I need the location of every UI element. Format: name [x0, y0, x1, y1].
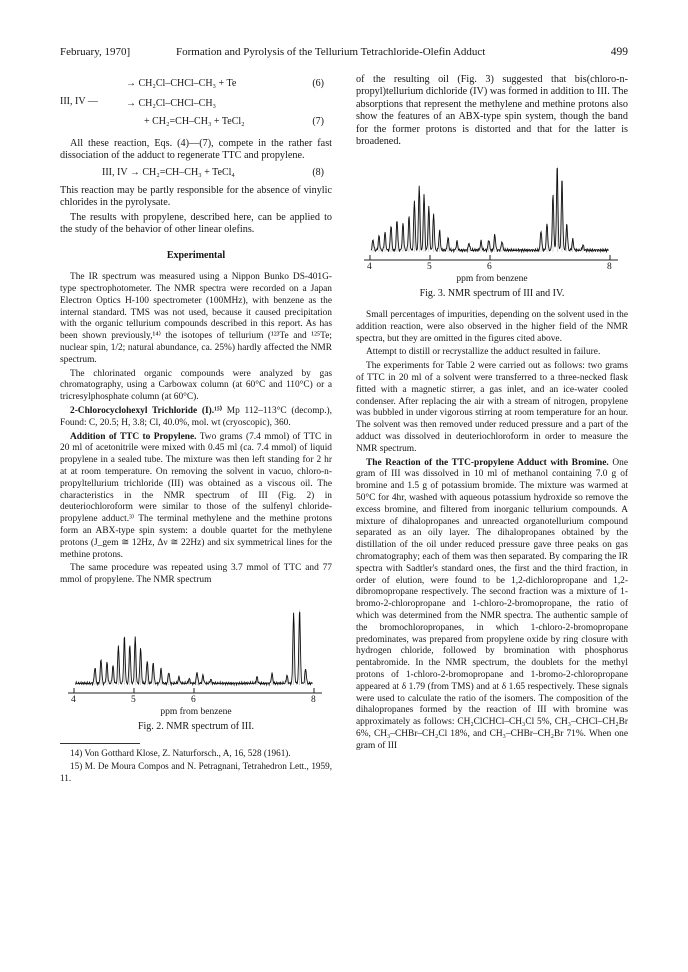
paragraph: The IR spectrum was measured using a Nippon Bunko DS-401G-type spectrophotometer. The NMR spectra were recorded on a Japan Electron Optics H-100 spectrometer (100MHz), with benzene as the internal standard. TMS was not used, because it caused precipitation with the organic tellurium compounds described in this report. As has been shown previously,¹⁴⁾ the isotopes of tellurium (¹²³Te and ¹²⁵Te; nuclear spin, 1/2; natural abundance, ca. 25%) hardly affected the NMR spectrum.: [60, 272, 332, 365]
run-in-title: The Reaction of the TTC-propylene Adduct with Bromine.: [366, 457, 609, 468]
nmr-spectrum-fig3: [356, 158, 628, 262]
fig3-tick-label: 5: [427, 262, 432, 273]
fig3-ticks: [356, 262, 628, 274]
left-column: [60, 74, 332, 786]
fig3-tick-label: 4: [367, 262, 372, 273]
paragraph: Attempt to distill or recrystallize the adduct resulted in failure.: [366, 347, 601, 358]
fig2-tick-label: 8: [311, 694, 316, 705]
paragraph: [356, 458, 628, 753]
fig3-tick-label: 8: [607, 262, 612, 273]
fig2-xlabel: ppm from benzene: [160, 706, 232, 717]
header-date: February, 1970]: [60, 46, 131, 58]
paragraph: Small percentages of impurities, depending on the solvent used in the addition reaction, were also observed in the higher field of the NMR spectra, but they are omitted in the figures cited above.: [356, 310, 628, 344]
footnote-14: 14) Von Gotthard Klose, Z. Naturforsch., A, 16, 528 (1961).: [70, 747, 291, 758]
spectrum-trace: [371, 168, 608, 252]
figure-caption: Fig. 2. NMR spectrum of III.: [137, 720, 255, 732]
paragraph: The results with propylene, described here, can be applied to the study of the behavior of other linear olefins.: [60, 211, 332, 236]
equations-6-7: [60, 74, 332, 138]
fig3-tick-label: 6: [487, 262, 492, 273]
paragraph: of the resulting oil (Fig. 3) suggested that bis(chloro-n-propyl)tellurium dichloride (IV) was formed in addition to III. The absorptions that represent the methylene and methine protons also show the features of an ABX-type spin system, though the band for the former protons is distorted and that for the latter is broadened.: [356, 74, 628, 148]
paragraph: This reaction may be partly responsible for the absence of vinylic chlorides in the pyrolysate.: [60, 184, 332, 209]
run-in-body: Two grams (7.4 mmol) of TTC in 20 ml of acetonitrile were mixed with 0.45 ml (ca. 7.4 mmol) of liquid propylene in a sealed tube. The mixture was then left standing for 2 hr at at room temperature. On removing the solvent in vacuo, chloro-n-propyltellurium trichloride (III) was obtained as a viscous oil. The characteristics in the NMR spectrum of III (Fig. 2) in deuteriochloroform were similar to those of the sulfenyl chloride-propylene adduct.³⁾ The terminal methylene and the methine protons form an ABX-type spin system: a double quartet for the methylene protons (J_gem ≅ 12Hz, Δν ≅ 22Hz) and six symmetrical lines for the methine protons.: [60, 431, 332, 560]
paragraph: The same procedure was repeated using 3.7 mmol of TTC and 77 mmol of propylene. The NMR spectrum: [60, 563, 332, 586]
footnote-15: 15) M. De Moura Compos and N. Petragnani, Tetrahedron Lett., 1959, 11.: [60, 761, 332, 783]
run-in-body: One gram of III was dissolved in 10 ml of methanol containing 7.0 g of bromine and 1.5 g of potassium bromide. The mixture was warmed at 50°C for 4hr, washed with aqueous potassium hydroxide so remove the excess bromine, and filtered from inorganic tellurium compounds. A mixture of dihalopropanes and unreacted organotellurium compound separated as an oily layer. The dihalopropanes obtained by the distillation of the oil under reduced pressure gave three peaks on gas chromatography; each of them was then separated. By comparing the IR spectra with Sadtler's standard ones, the first and the third fraction, in order of elution, were found to be 1,2-dichloropropane and 1,2-dibromopropane respectively. The second fraction was a mixture of 1-bromo-2-chloropropane and 1-chloro-2-bromopropane, the ratio of which was determined from the NMR spectra. The authentic sample of the bromochloropropanes, in which 1-chloro-2-bromopropane predominates, was prepared from propylene oxide by ring closure with hydrogen chloride, followed by bromination with phosphorus pentabromide. In the NMR spectrum, the doublets for the methyl protons of 1-chloro-2-bromopropane and 1-bromo-2-chloropropane appeared at δ 1.79 (from TMS) and at δ 1.65 respectively. These signals were used to calculate the ratio of the isomers. The composition of the dihalopropanes formed by the reaction of III with bromine was approximately as follows: CH₂ClCHCl–CH₃Cl 5%, CH₃–CHCl–CH₂Br 6%, CH₃–CHBr–CH₂Cl 18%, and CH₃–CHBr–CH₂Br 71%. When one gram of III: [356, 457, 628, 751]
nmr-spectrum-fig2: [60, 599, 332, 695]
footnote-rule: [60, 743, 140, 744]
running-header: [60, 46, 628, 62]
run-in-title: 2-Chlorocyclohexyl Trichloride (I).¹⁵⁾: [70, 406, 223, 416]
eq7-line2: + CH₂=CH–CH₃ + TeCl₂: [144, 116, 245, 127]
paragraph: The chlorinated organic compounds were analyzed by gas chromatography, using a Carbowax column (at 60°C and 110°C) or a tricresylphosphate column (at 60°C).: [60, 368, 332, 403]
figure-3: [356, 158, 628, 300]
figure-2: [60, 599, 332, 733]
fig3-xlabel: ppm from benzene: [456, 274, 528, 285]
spectrum-trace: [75, 612, 312, 685]
right-column: [356, 74, 628, 755]
page-number: 499: [610, 46, 628, 58]
eq-lhs: III, IV —: [60, 96, 98, 107]
run-in-body: Mp 112–113°C (decomp.), Found: C, 20.5; H, 3.8; Cl, 40.0%, mol. wt (cryoscopic), 360.: [60, 406, 333, 428]
fig2-tick-label: 6: [191, 694, 196, 705]
fig2-tick-label: 5: [131, 694, 136, 705]
figure-caption: Fig. 3. NMR spectrum of III and IV.: [419, 288, 565, 300]
eq7-number: (7): [312, 116, 324, 127]
paragraph: The experiments for Table 2 were carried out as follows: two grams of TTC in 20 ml of a solvent were transferred to a three-necked flask fitted with a magnetic stirrer, a gas inlet, and an ice-water cooled condenser. After replacing the air with a stream of nitrogen, propylene was bubbled in under vigorous stirring at room temperature for an hour. The solvent was then removed under reduced pressure and a part of the adduct was dissolved in deuteriochloroform in order to measure the NMR spectrum.: [356, 361, 628, 454]
fig2-ticks: [60, 695, 332, 707]
paragraph: [60, 406, 332, 430]
equation-8: [60, 165, 332, 181]
fig2-tick-label: 4: [71, 694, 76, 705]
eq6-number: (6): [312, 78, 324, 89]
eq8-number: (8): [312, 166, 324, 178]
paragraph: [60, 432, 332, 562]
eq7-line1: → CH₂Cl–CHCl–CH₃: [126, 98, 217, 109]
eq6: → CH₂Cl–CHCl–CH₃ + Te: [126, 78, 237, 89]
paragraph: All these reaction, Eqs. (4)—(7), compete in the rather fast dissociation of the adduct to regenerate TTC and propylene.: [60, 138, 332, 162]
run-in-title: Addition of TTC to Propylene.: [70, 431, 197, 442]
section-heading: Experimental: [166, 250, 226, 262]
eq8: III, IV → CH₂=CH–CH₃ + TeCl₄: [102, 166, 235, 178]
header-title: Formation and Pyrolysis of the Tellurium Tetrachloride-Olefin Adduct: [176, 46, 486, 58]
